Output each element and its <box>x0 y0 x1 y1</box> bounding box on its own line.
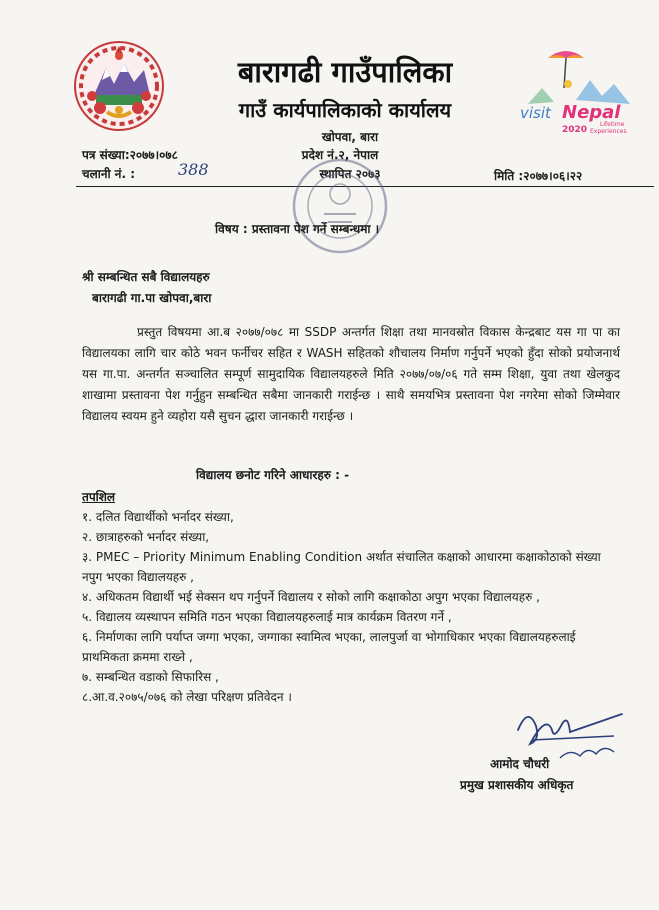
signatory-title: प्रमुख प्रशासकीय अधिकृत <box>460 778 574 792</box>
criteria-item: ५. विद्यालय व्यस्थापन समिति गठन भएका विद्यालयहरुलाई मात्र कार्यक्रम वितरण गर्ने , <box>82 610 452 624</box>
municipality-name: बारागढी गाउँपालिका <box>237 55 453 89</box>
details-label: तपशिल <box>82 490 116 504</box>
selection-basis-heading: विद्यालय छनोट गरिने आधारहरु : - <box>196 468 350 482</box>
office-province: प्रदेश नं.२, नेपाल <box>301 148 379 162</box>
signatory-name: आमोद चौधरी <box>490 757 550 771</box>
criteria-item: ७. सम्बन्धित वडाको सिफारिस , <box>82 670 219 684</box>
logo-tagline-2: Experiences <box>590 128 627 135</box>
criteria-item: ४. अधिकतम विद्यार्थी भई सेक्सन थप गर्नुपर्ने विद्यालय र सोको लागि कक्षाकोठा अपुग भएका विद्यालयहरु , <box>82 590 540 604</box>
letter-subject: विषय : प्रस्तावना पेश गर्ने सम्बन्धमा । <box>215 222 380 236</box>
criteria-item: ३. PMEC – Priority Minimum Enabling Condition अर्थात संचालित कक्षाको आधारमा कक्षाकोठाको संख्या नपुग भएका विद्यालयहरु , <box>82 550 601 584</box>
addressee-line-1: श्री सम्बन्धित सबै विद्यालयहरु <box>82 270 210 284</box>
dispatch-number-value: 388 <box>178 160 209 179</box>
addressee-line-2: बारागढी गा.पा खोपवा,बारा <box>92 291 212 305</box>
logo-year-text: 2020 <box>562 125 588 135</box>
visit-nepal-2020-logo <box>518 44 638 138</box>
criteria-item: ८.आ.व.२०७५/०७६ को लेखा परिक्षण प्रतिवेदन । <box>82 690 292 704</box>
dispatch-number-label: चलानी नं. : <box>82 167 136 181</box>
established-year: स्थापित २०७३ <box>319 167 381 181</box>
logo-nepal-text: Nepal <box>562 102 621 123</box>
logo-visit-text: visit <box>520 104 551 122</box>
office-stamp-icon <box>288 154 392 258</box>
office-name: गाउँ कार्यपालिकाको कार्यालय <box>238 98 452 122</box>
criteria-item: १. दलित विद्यार्थीको भर्नादर संख्या, <box>82 510 234 524</box>
office-place: खोपवा, बारा <box>321 130 379 144</box>
selection-criteria-list <box>82 507 622 707</box>
letter-date: मिति :२०७७।०६।२२ <box>494 169 583 183</box>
criteria-item: ६. निर्माणका लागि पर्याप्त जग्गा भएका, जग्गाका स्वामित्व भएका, लालपुर्जा वा भोगाधिकार भएका विद्यालयहरुलाई प्राथमिकता क्रममा राख्ने , <box>82 630 576 664</box>
letter-body: प्रस्तुत विषयमा आ.ब २०७७/०७८ मा SSDP अन्तर्गत शिक्षा तथा मानवस्रोत विकास केन्द्रबाट यस गा पा का विद्यालयका लागि चार कोठे भवन फर्नीचर सहित र WASH सहितको शौचालय निर्माण गर्नुपर्ने भएको हुँदा सोको प्रयोजनार्थ यस गा.पा. अन्तर्गत सञ्चालित सम्पूर्ण सामुदायिक विद्यालयहरुले मिति २०७७/०७/०६ गते सम्म शिक्षा, युवा तथा खेलकुद शाखामा प्रस्तावना पेश गर्नुहुन सम्बन्धित सबैमा जानकारी गराईन्छ । साथै समयभित्र प्रस्तावना पेश नगरेमा सोको जिम्मेवार विद्यालय स्वयम हुने व्यहोरा यसै सुचन द्धारा जानकारी गराईन्छ । <box>82 325 620 423</box>
logo-tagline-1: Lifetime <box>600 121 625 128</box>
criteria-item: २. छात्राहरुको भर्नादर संख्या, <box>82 530 210 544</box>
letter-number: पत्र संख्या:२०७७।०७८ <box>82 148 178 162</box>
